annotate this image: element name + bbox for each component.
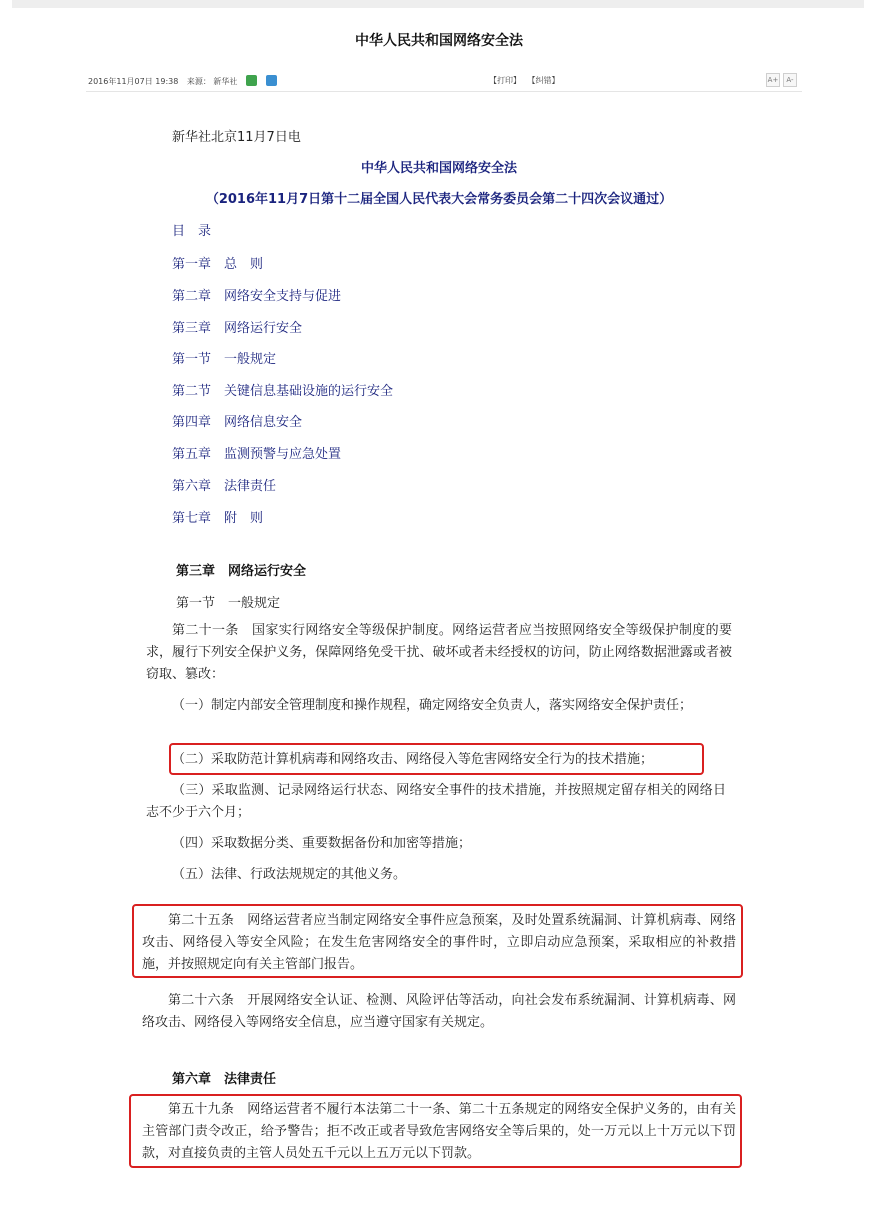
toc-item: 第二节 关键信息基础设施的运行安全 xyxy=(172,384,394,399)
toc-item: 第四章 网络信息安全 xyxy=(172,415,303,430)
article-21: 第二十一条 国家实行网络安全等级保护制度。网络运营者应当按照网络安全等级保护制度的要求，履行下列安全保护义务，保障网络免受干扰、破坏或者未经授权的访问，防止网络数据泄露或者被窃取、篡改： xyxy=(146,623,732,682)
toc-item: 第一章 总 则 xyxy=(172,257,264,272)
article-26: 第二十六条 开展网络安全认证、检测、风险评估等活动，向社会发布系统漏洞、计算机病毒、网络攻击、网络侵入等网络安全信息，应当遵守国家有关规定。 xyxy=(142,993,736,1030)
law-subtitle: （2016年11月7日第十二届全国人民代表大会常务委员会第二十四次会议通过） xyxy=(205,192,673,207)
article-21-item-4: （四）采取数据分类、重要数据备份和加密等措施； xyxy=(172,836,472,851)
dateline: 新华社北京11月7日电 xyxy=(172,130,301,145)
article-meta-bar xyxy=(86,72,802,90)
toc-item: 第二章 网络安全支持与促进 xyxy=(172,289,342,304)
article-59: 第五十九条 网络运营者不履行本法第二十一条、第二十五条规定的网络安全保护义务的，由有关主管部门责令改正，给予警告；拒不改正或者导致危害网络安全等后果的，处一万元以上十万元以下罚款，对直接负责的主管人员处五千元以上五万元以下罚款。 xyxy=(142,1102,736,1161)
article-21-item-1: （一）制定内部安全管理制度和操作规程，确定网络安全负责人，落实网络安全保护责任； xyxy=(172,698,693,713)
article-25: 第二十五条 网络运营者应当制定网络安全事件应急预案，及时处置系统漏洞、计算机病毒、网络攻击、网络侵入等安全风险；在发生危害网络安全的事件时，立即启动应急预案，采取相应的补救措施，并按照规定向有关主管部门报告。 xyxy=(142,913,736,972)
article-21-item-5: （五）法律、行政法规规定的其他义务。 xyxy=(172,867,407,882)
source-label: 来源： 新华社 xyxy=(186,77,238,86)
toc-heading: 目 录 xyxy=(172,224,212,239)
meta-divider xyxy=(86,91,802,92)
meta-actions xyxy=(489,75,564,86)
article-21-item-2: （二）采取防范计算机病毒和网络攻击、网络侵入等危害网络安全行为的技术措施； xyxy=(172,752,654,767)
toc-item: 第一节 一般规定 xyxy=(172,352,277,367)
correct-link[interactable]: 【纠错】 xyxy=(527,76,560,85)
highlight-box-article-59 xyxy=(129,1094,742,1168)
law-title: 中华人民共和国网络安全法 xyxy=(360,161,517,176)
publish-date: 2016年11月07日 19:38 xyxy=(88,77,179,86)
toc-item: 第六章 法律责任 xyxy=(172,479,277,494)
highlight-box-article-25 xyxy=(132,904,743,978)
article-21-item-3: （三）采取监测、记录网络运行状态、网络安全事件的技术措施，并按照规定留存相关的网络日志不少于六个月； xyxy=(146,783,726,820)
share-wechat-icon[interactable] xyxy=(246,75,257,86)
chapter3-heading: 第三章 网络运行安全 xyxy=(176,564,307,579)
meta-left xyxy=(88,75,283,87)
font-increase-button[interactable]: A+ xyxy=(766,73,780,87)
share-weibo-icon[interactable] xyxy=(266,75,277,86)
chapter6-heading: 第六章 法律责任 xyxy=(172,1072,277,1087)
highlight-box-item-2 xyxy=(169,743,704,775)
font-decrease-button[interactable]: A- xyxy=(783,73,797,87)
top-bar xyxy=(12,0,864,8)
toc-item: 第三章 网络运行安全 xyxy=(172,321,303,336)
page-title: 中华人民共和国网络安全法 xyxy=(355,33,523,49)
toc-item: 第五章 监测预警与应急处置 xyxy=(172,447,342,462)
print-link[interactable]: 【打印】 xyxy=(489,76,521,85)
toc-item: 第七章 附 则 xyxy=(172,511,264,526)
section-heading: 第一节 一般规定 xyxy=(176,596,281,611)
